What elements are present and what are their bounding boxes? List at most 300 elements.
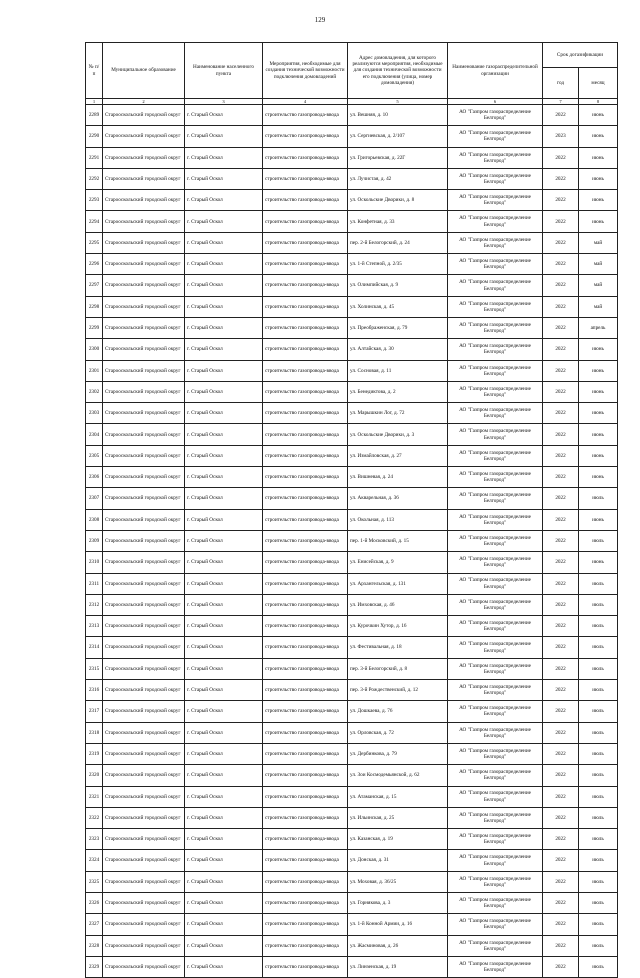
table-row [86,296,618,317]
locality-cell: г. Старый Оскол [185,360,263,381]
municipality-cell: Старооскольский городской округ [103,445,185,466]
organization-cell: АО "Газпром газораспределение Белгород" [448,403,543,424]
row-number: 2316 [86,680,103,701]
table-row [86,892,618,913]
column-number: 6 [448,99,543,105]
year-cell: 2022 [543,488,579,509]
work-cell: строительство газопровода-ввода [263,509,348,530]
table-row [86,807,618,828]
year-cell: 2022 [543,850,579,871]
work-cell: строительство газопровода-ввода [263,232,348,253]
locality-cell: г. Старый Оскол [185,381,263,402]
row-number: 2306 [86,467,103,488]
year-cell: 2022 [543,573,579,594]
page-number: 129 [314,16,326,24]
municipality-cell: Старооскольский городской округ [103,914,185,935]
municipality-cell: Старооскольский городской округ [103,637,185,658]
month-cell: июнь [579,147,618,168]
row-number: 2304 [86,424,103,445]
address-cell: ул. Сергиевская, д. 2/107 [348,126,448,147]
year-cell: 2022 [543,445,579,466]
table-row [86,105,618,126]
address-cell: ул. Вишневая, д. 24 [348,467,448,488]
organization-cell: АО "Газпром газораспределение Белгород" [448,850,543,871]
month-cell: июнь [579,509,618,530]
address-cell: ул. Горнякова, д. 3 [348,892,448,913]
address-cell: ул. Моховая, д. 36/25 [348,871,448,892]
municipality-cell: Старооскольский городской округ [103,147,185,168]
table-row [86,168,618,189]
header-work: Мероприятия, необходимые для создания технической возможности подключения домовладений [263,43,348,99]
row-number: 2292 [86,168,103,189]
organization-cell: АО "Газпром газораспределение Белгород" [448,168,543,189]
municipality-cell: Старооскольский городской округ [103,765,185,786]
locality-cell: г. Старый Оскол [185,914,263,935]
month-cell: июнь [579,467,618,488]
work-cell: строительство газопровода-ввода [263,573,348,594]
locality-cell: г. Старый Оскол [185,829,263,850]
month-cell: июнь [579,105,618,126]
work-cell: строительство газопровода-ввода [263,829,348,850]
municipality-cell: Старооскольский городской округ [103,126,185,147]
address-cell: ул. Донская, д. 31 [348,850,448,871]
row-number: 2297 [86,275,103,296]
address-cell: пер. 1-й Московский, д. 15 [348,530,448,551]
month-cell: июль [579,658,618,679]
table-row [86,275,618,296]
row-number: 2326 [86,892,103,913]
municipality-cell: Старооскольский городской округ [103,275,185,296]
address-cell: ул. Бенедиктова, д. 2 [348,381,448,402]
year-cell: 2022 [543,339,579,360]
month-cell: июль [579,701,618,722]
work-cell: строительство газопровода-ввода [263,807,348,828]
work-cell: строительство газопровода-ввода [263,190,348,211]
address-cell: ул. Олимпийская, д. 9 [348,275,448,296]
row-number: 2314 [86,637,103,658]
table-row [86,147,618,168]
locality-cell: г. Старый Оскол [185,488,263,509]
work-cell: строительство газопровода-ввода [263,339,348,360]
month-cell: июль [579,956,618,977]
month-cell: июнь [579,552,618,573]
locality-cell: г. Старый Оскол [185,637,263,658]
municipality-cell: Старооскольский городской округ [103,850,185,871]
row-number: 2318 [86,722,103,743]
row-number: 2307 [86,488,103,509]
address-cell: ул. Курочкин Хутор, д. 16 [348,616,448,637]
work-cell: строительство газопровода-ввода [263,722,348,743]
municipality-cell: Старооскольский городской округ [103,339,185,360]
header-address: Адрес домовладения, для которого реализуются мероприятия, необходимые для создания технической возможности его подключения (улица, номер домовладения) [348,43,448,99]
organization-cell: АО "Газпром газораспределение Белгород" [448,765,543,786]
table-row [86,658,618,679]
table-row [86,190,618,211]
address-cell: ул. 1-й Степной, д. 2/35 [348,254,448,275]
year-cell: 2022 [543,701,579,722]
row-number: 2319 [86,743,103,764]
locality-cell: г. Старый Оскол [185,467,263,488]
month-cell: июнь [579,339,618,360]
month-cell: июнь [579,168,618,189]
municipality-cell: Старооскольский городской округ [103,190,185,211]
municipality-cell: Старооскольский городской округ [103,701,185,722]
organization-cell: АО "Газпром газораспределение Белгород" [448,892,543,913]
work-cell: строительство газопровода-ввода [263,552,348,573]
year-cell: 2022 [543,147,579,168]
municipality-cell: Старооскольский городской округ [103,552,185,573]
table-row [86,680,618,701]
header-deadline: Срок догазификации [543,43,618,68]
work-cell: строительство газопровода-ввода [263,445,348,466]
year-cell: 2022 [543,403,579,424]
year-cell: 2022 [543,807,579,828]
municipality-cell: Старооскольский городской округ [103,807,185,828]
work-cell: строительство газопровода-ввода [263,680,348,701]
row-number: 2317 [86,701,103,722]
work-cell: строительство газопровода-ввода [263,317,348,338]
work-cell: строительство газопровода-ввода [263,658,348,679]
work-cell: строительство газопровода-ввода [263,211,348,232]
locality-cell: г. Старый Оскол [185,232,263,253]
month-cell: июль [579,914,618,935]
month-cell: июль [579,850,618,871]
row-number: 2309 [86,530,103,551]
year-cell: 2022 [543,552,579,573]
address-cell: ул. Вешняя, д. 10 [348,105,448,126]
organization-cell: АО "Газпром газораспределение Белгород" [448,786,543,807]
year-cell: 2022 [543,275,579,296]
row-number: 2321 [86,786,103,807]
organization-cell: АО "Газпром газораспределение Белгород" [448,658,543,679]
table-row [86,126,618,147]
locality-cell: г. Старый Оскол [185,552,263,573]
organization-cell: АО "Газпром газораспределение Белгород" [448,552,543,573]
table-row [86,232,618,253]
year-cell: 2022 [543,722,579,743]
organization-cell: АО "Газпром газораспределение Белгород" [448,616,543,637]
year-cell: 2022 [543,211,579,232]
table-row [86,530,618,551]
month-cell: июль [579,743,618,764]
municipality-cell: Старооскольский городской округ [103,232,185,253]
organization-cell: АО "Газпром газораспределение Белгород" [448,871,543,892]
table-row [86,488,618,509]
municipality-cell: Старооскольский городской округ [103,935,185,956]
month-cell: июль [579,829,618,850]
work-cell: строительство газопровода-ввода [263,786,348,807]
table-row [86,339,618,360]
table-row [86,509,618,530]
work-cell: строительство газопровода-ввода [263,616,348,637]
locality-cell: г. Старый Оскол [185,892,263,913]
column-number: 4 [263,99,348,105]
work-cell: строительство газопровода-ввода [263,871,348,892]
locality-cell: г. Старый Оскол [185,190,263,211]
locality-cell: г. Старый Оскол [185,126,263,147]
work-cell: строительство газопровода-ввода [263,360,348,381]
work-cell: строительство газопровода-ввода [263,850,348,871]
organization-cell: АО "Газпром газораспределение Белгород" [448,637,543,658]
table-row [86,254,618,275]
address-cell: ул. Григорьевская, д. 22Г [348,147,448,168]
month-cell: июль [579,765,618,786]
organization-cell: АО "Газпром газораспределение Белгород" [448,339,543,360]
month-cell: июнь [579,190,618,211]
organization-cell: АО "Газпром газораспределение Белгород" [448,829,543,850]
locality-cell: г. Старый Оскол [185,403,263,424]
row-number: 2320 [86,765,103,786]
table-row [86,573,618,594]
work-cell: строительство газопровода-ввода [263,892,348,913]
municipality-cell: Старооскольский городской округ [103,573,185,594]
column-number: 8 [579,99,618,105]
year-cell: 2022 [543,616,579,637]
organization-cell: АО "Газпром газораспределение Белгород" [448,147,543,168]
table-row [86,786,618,807]
address-cell: ул. Линзенская, д. 19 [348,956,448,977]
address-cell: ул. Жасминовая, д. 26 [348,935,448,956]
work-cell: строительство газопровода-ввода [263,530,348,551]
year-cell: 2022 [543,360,579,381]
address-cell: ул. Имховская, д. 46 [348,594,448,615]
year-cell: 2022 [543,680,579,701]
table-row [86,317,618,338]
work-cell: строительство газопровода-ввода [263,956,348,977]
locality-cell: г. Старый Оскол [185,424,263,445]
address-cell: ул. Орловская, д. 72 [348,722,448,743]
year-cell: 2022 [543,254,579,275]
municipality-cell: Старооскольский городской округ [103,829,185,850]
locality-cell: г. Старый Оскол [185,807,263,828]
column-number: 7 [543,99,579,105]
row-number: 2328 [86,935,103,956]
address-cell: ул. Атаманская, д. 15 [348,786,448,807]
municipality-cell: Старооскольский городской округ [103,105,185,126]
organization-cell: АО "Газпром газораспределение Белгород" [448,722,543,743]
municipality-cell: Старооскольский городской округ [103,658,185,679]
table-row [86,829,618,850]
header-month: месяц [579,68,618,99]
municipality-cell: Старооскольский городской округ [103,296,185,317]
row-number: 2294 [86,211,103,232]
row-number: 2305 [86,445,103,466]
row-number: 2303 [86,403,103,424]
row-number: 2323 [86,829,103,850]
locality-cell: г. Старый Оскол [185,168,263,189]
locality-cell: г. Старый Оскол [185,722,263,743]
year-cell: 2022 [543,871,579,892]
month-cell: июль [579,680,618,701]
year-cell: 2022 [543,105,579,126]
organization-cell: АО "Газпром газораспределение Белгород" [448,424,543,445]
locality-cell: г. Старый Оскол [185,147,263,168]
year-cell: 2022 [543,168,579,189]
column-number: 1 [86,99,103,105]
organization-cell: АО "Газпром газораспределение Белгород" [448,381,543,402]
year-cell: 2022 [543,424,579,445]
year-cell: 2022 [543,296,579,317]
row-number: 2324 [86,850,103,871]
organization-cell: АО "Газпром газораспределение Белгород" [448,360,543,381]
work-cell: строительство газопровода-ввода [263,488,348,509]
row-number: 2295 [86,232,103,253]
locality-cell: г. Старый Оскол [185,850,263,871]
locality-cell: г. Старый Оскол [185,211,263,232]
year-cell: 2022 [543,829,579,850]
address-cell: ул. Оскольские Дворики, д. 8 [348,190,448,211]
locality-cell: г. Старый Оскол [185,509,263,530]
row-number: 2311 [86,573,103,594]
month-cell: июль [579,871,618,892]
address-cell: пер. 3-й Белогорский, д. 8 [348,658,448,679]
year-cell: 2022 [543,467,579,488]
work-cell: строительство газопровода-ввода [263,105,348,126]
municipality-cell: Старооскольский городской округ [103,317,185,338]
organization-cell: АО "Газпром газораспределение Белгород" [448,743,543,764]
row-number: 2289 [86,105,103,126]
month-cell: июль [579,594,618,615]
row-number: 2325 [86,871,103,892]
column-number: 2 [103,99,185,105]
table-row [86,743,618,764]
row-number: 2298 [86,296,103,317]
table-row [86,360,618,381]
work-cell: строительство газопровода-ввода [263,403,348,424]
locality-cell: г. Старый Оскол [185,275,263,296]
year-cell: 2022 [543,914,579,935]
address-cell: ул. Казанская, д. 19 [348,829,448,850]
address-cell: пер. 3-й Рождественский, д. 12 [348,680,448,701]
header-year: год [543,68,579,99]
table-row [86,381,618,402]
organization-cell: АО "Газпром газораспределение Белгород" [448,126,543,147]
month-cell: июль [579,786,618,807]
table-row [86,594,618,615]
month-cell: июль [579,616,618,637]
row-number: 2290 [86,126,103,147]
work-cell: строительство газопровода-ввода [263,296,348,317]
work-cell: строительство газопровода-ввода [263,701,348,722]
locality-cell: г. Старый Оскол [185,765,263,786]
month-cell: июнь [579,403,618,424]
header-org: Наименование газораспределительной организации [448,43,543,99]
address-cell: ул. Архангельская, д. 131 [348,573,448,594]
header-municipality: Муниципальное образование [103,43,185,99]
year-cell: 2022 [543,509,579,530]
table-row [86,445,618,466]
municipality-cell: Старооскольский городской округ [103,168,185,189]
month-cell: июнь [579,424,618,445]
work-cell: строительство газопровода-ввода [263,275,348,296]
month-cell: июнь [579,445,618,466]
organization-cell: АО "Газпром газораспределение Белгород" [448,445,543,466]
month-cell: июнь [579,381,618,402]
work-cell: строительство газопровода-ввода [263,467,348,488]
address-cell: ул. Марышкин Лог, д. 72 [348,403,448,424]
municipality-cell: Старооскольский городской округ [103,403,185,424]
address-cell: ул. Фестивальная, д. 18 [348,637,448,658]
work-cell: строительство газопровода-ввода [263,424,348,445]
municipality-cell: Старооскольский городской округ [103,892,185,913]
year-cell: 2022 [543,317,579,338]
header-no: № п/п [86,43,103,99]
row-number: 2315 [86,658,103,679]
organization-cell: АО "Газпром газораспределение Белгород" [448,914,543,935]
month-cell: май [579,232,618,253]
table-row [86,871,618,892]
municipality-cell: Старооскольский городской округ [103,743,185,764]
month-cell: июль [579,488,618,509]
municipality-cell: Старооскольский городской округ [103,424,185,445]
organization-cell: АО "Газпром газораспределение Белгород" [448,275,543,296]
row-number: 2300 [86,339,103,360]
locality-cell: г. Старый Оскол [185,701,263,722]
organization-cell: АО "Газпром газораспределение Белгород" [448,105,543,126]
municipality-cell: Старооскольский городской округ [103,381,185,402]
year-cell: 2022 [543,232,579,253]
locality-cell: г. Старый Оскол [185,743,263,764]
row-number: 2310 [86,552,103,573]
table-row [86,701,618,722]
municipality-cell: Старооскольский городской округ [103,509,185,530]
row-number: 2291 [86,147,103,168]
municipality-cell: Старооскольский городской округ [103,594,185,615]
municipality-cell: Старооскольский городской округ [103,871,185,892]
address-cell: ул. Холинская, д. 45 [348,296,448,317]
month-cell: май [579,296,618,317]
month-cell: июль [579,637,618,658]
organization-cell: АО "Газпром газораспределение Белгород" [448,467,543,488]
work-cell: строительство газопровода-ввода [263,765,348,786]
table-row [86,765,618,786]
municipality-cell: Старооскольский городской округ [103,616,185,637]
month-cell: июль [579,807,618,828]
month-cell: июнь [579,126,618,147]
work-cell: строительство газопровода-ввода [263,168,348,189]
table-row [86,850,618,871]
organization-cell: АО "Газпром газораспределение Белгород" [448,509,543,530]
address-cell: ул. Оскольские Дворики, д. 3 [348,424,448,445]
work-cell: строительство газопровода-ввода [263,743,348,764]
locality-cell: г. Старый Оскол [185,594,263,615]
row-number: 2329 [86,956,103,977]
column-number: 5 [348,99,448,105]
year-cell: 2022 [543,935,579,956]
locality-cell: г. Старый Оскол [185,871,263,892]
year-cell: 2023 [543,126,579,147]
address-cell: ул. Алтайская, д. 30 [348,339,448,360]
table-row [86,722,618,743]
address-cell: ул. Преображенская, д. 79 [348,317,448,338]
locality-cell: г. Старый Оскол [185,530,263,551]
address-cell: ул. Измайловская, д. 27 [348,445,448,466]
organization-cell: АО "Газпром газораспределение Белгород" [448,701,543,722]
work-cell: строительство газопровода-ввода [263,637,348,658]
gasification-table [85,42,618,978]
locality-cell: г. Старый Оскол [185,935,263,956]
month-cell: апрель [579,317,618,338]
work-cell: строительство газопровода-ввода [263,594,348,615]
locality-cell: г. Старый Оскол [185,786,263,807]
row-number: 2302 [86,381,103,402]
year-cell: 2022 [543,381,579,402]
row-number: 2312 [86,594,103,615]
municipality-cell: Старооскольский городской округ [103,530,185,551]
address-cell: ул. Окольная, д. 113 [348,509,448,530]
organization-cell: АО "Газпром газораспределение Белгород" [448,211,543,232]
organization-cell: АО "Газпром газораспределение Белгород" [448,254,543,275]
